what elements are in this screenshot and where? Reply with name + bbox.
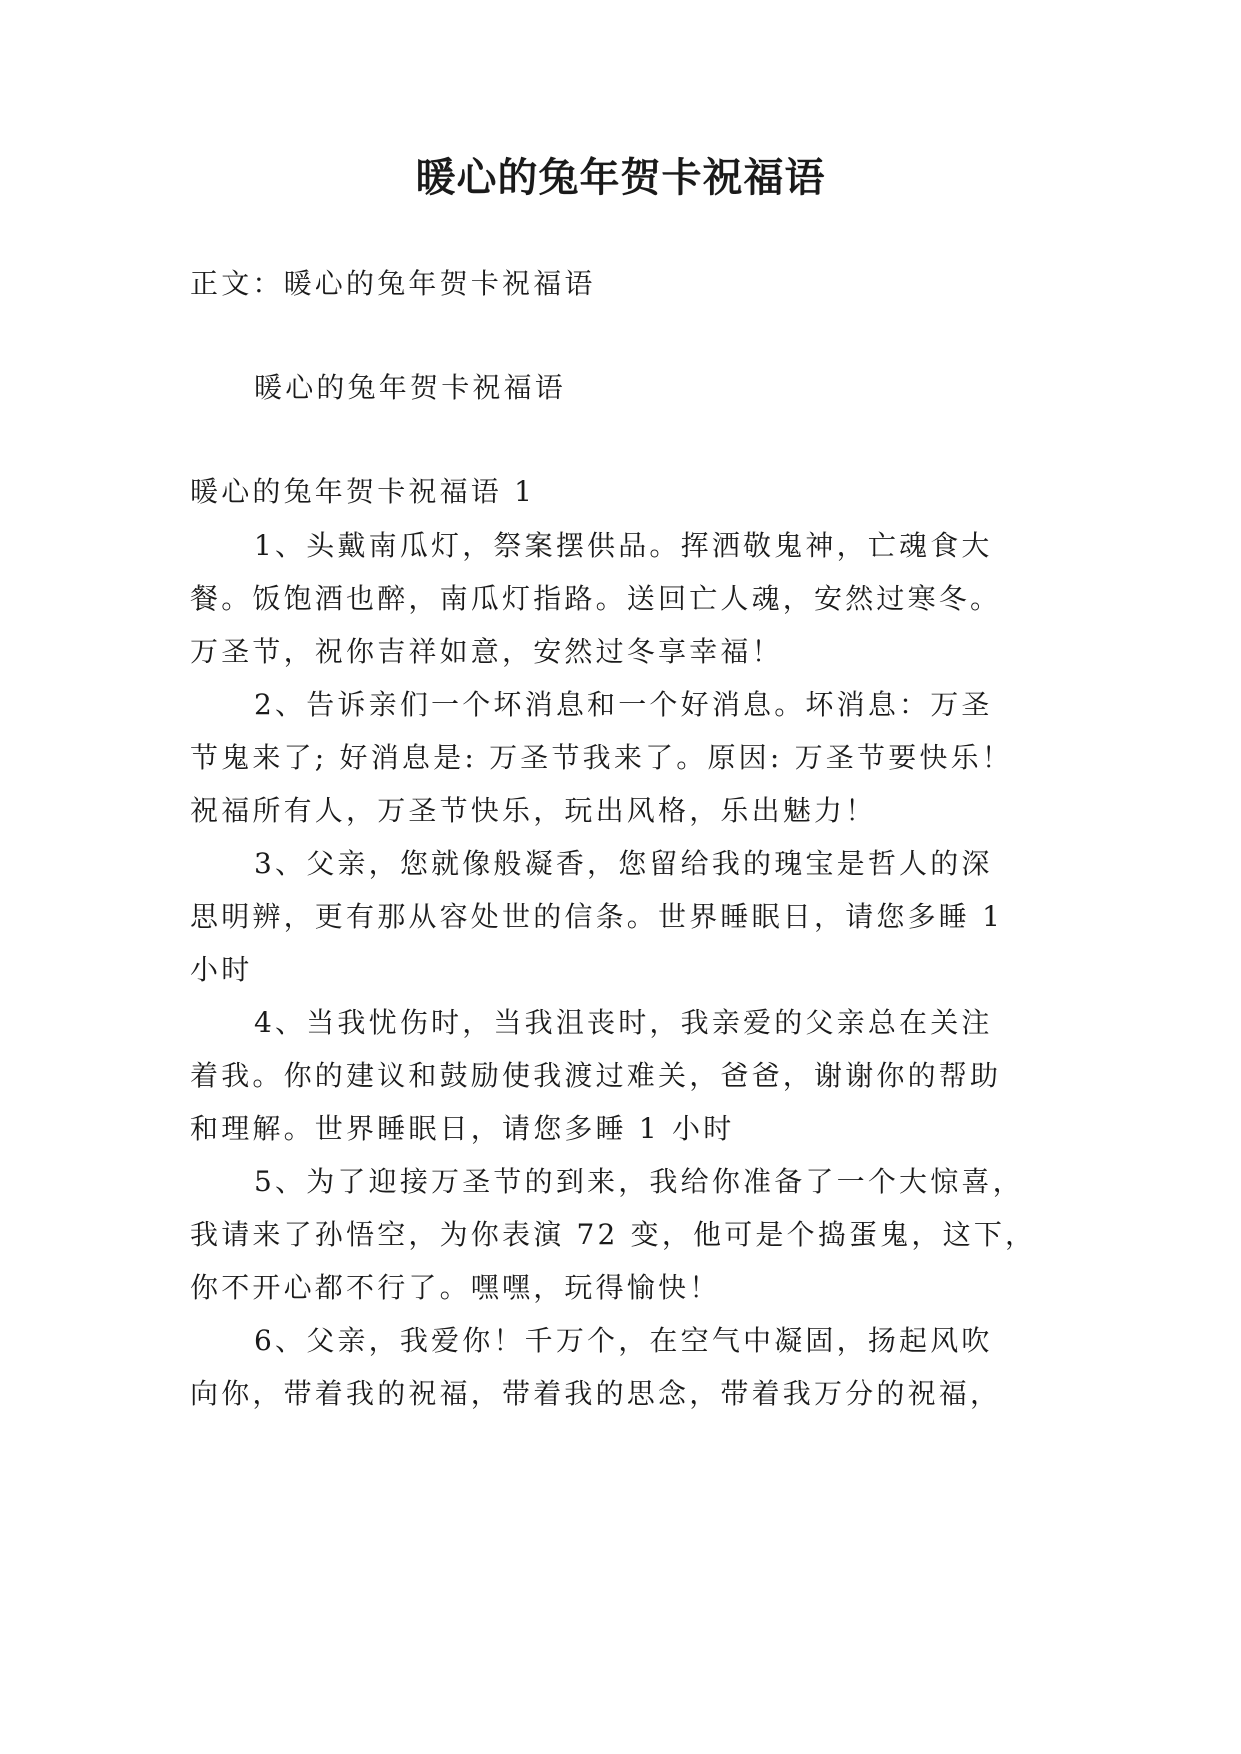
document-subtitle: 暖心的兔年贺卡祝福语 xyxy=(254,371,567,404)
text-line: 祝福所有人，万圣节快乐，玩出风格，乐出魅力！ xyxy=(190,794,877,827)
body-label: 正文：暖心的兔年贺卡祝福语 xyxy=(190,267,596,300)
text-line: 你不开心都不行了。嘿嘿，玩得愉快！ xyxy=(190,1271,721,1304)
document-title: 暖心的兔年贺卡祝福语 xyxy=(415,154,826,201)
text-line: 小时 xyxy=(190,953,253,986)
text-line: 向你，带着我的祝福，带着我的思念，带着我万分的祝福， xyxy=(190,1377,1002,1410)
text-line: 万圣节，祝你吉祥如意，安然过冬享幸福！ xyxy=(190,635,783,668)
text-line: 着我。你的建议和鼓励使我渡过难关，爸爸，谢谢你的帮助 xyxy=(190,1059,1002,1092)
text-line: 6、父亲，我爱你！千万个，在空气中凝固，扬起风吹 xyxy=(254,1324,993,1357)
text-line: 我请来了孙悟空，为你表演 72 变，他可是个捣蛋鬼，这下， xyxy=(190,1218,1037,1251)
text-line: 思明辨，更有那从容处世的信条。世界睡眠日，请您多睡 1 xyxy=(190,900,1004,933)
text-line: 5、为了迎接万圣节的到来，我给你准备了一个大惊喜， xyxy=(254,1165,1024,1198)
text-line: 和理解。世界睡眠日，请您多睡 1 小时 xyxy=(190,1112,735,1145)
text-line: 1、头戴南瓜灯，祭案摆供品。挥洒敬鬼神，亡魂食大 xyxy=(254,529,993,562)
text-line: 2、告诉亲们一个坏消息和一个好消息。坏消息：万圣 xyxy=(254,688,993,721)
section-heading: 暖心的兔年贺卡祝福语 1 xyxy=(190,475,536,508)
text-line: 餐。饭饱酒也醉，南瓜灯指路。送回亡人魂，安然过寒冬。 xyxy=(190,582,1002,615)
text-line: 3、父亲，您就像般凝香，您留给我的瑰宝是哲人的深 xyxy=(254,847,993,880)
text-line: 4、当我忧伤时，当我沮丧时，我亲爱的父亲总在关注 xyxy=(254,1006,993,1039)
text-line: 节鬼来了; 好消息是: 万圣节我来了。原因: 万圣节要快乐！ xyxy=(190,741,1014,774)
